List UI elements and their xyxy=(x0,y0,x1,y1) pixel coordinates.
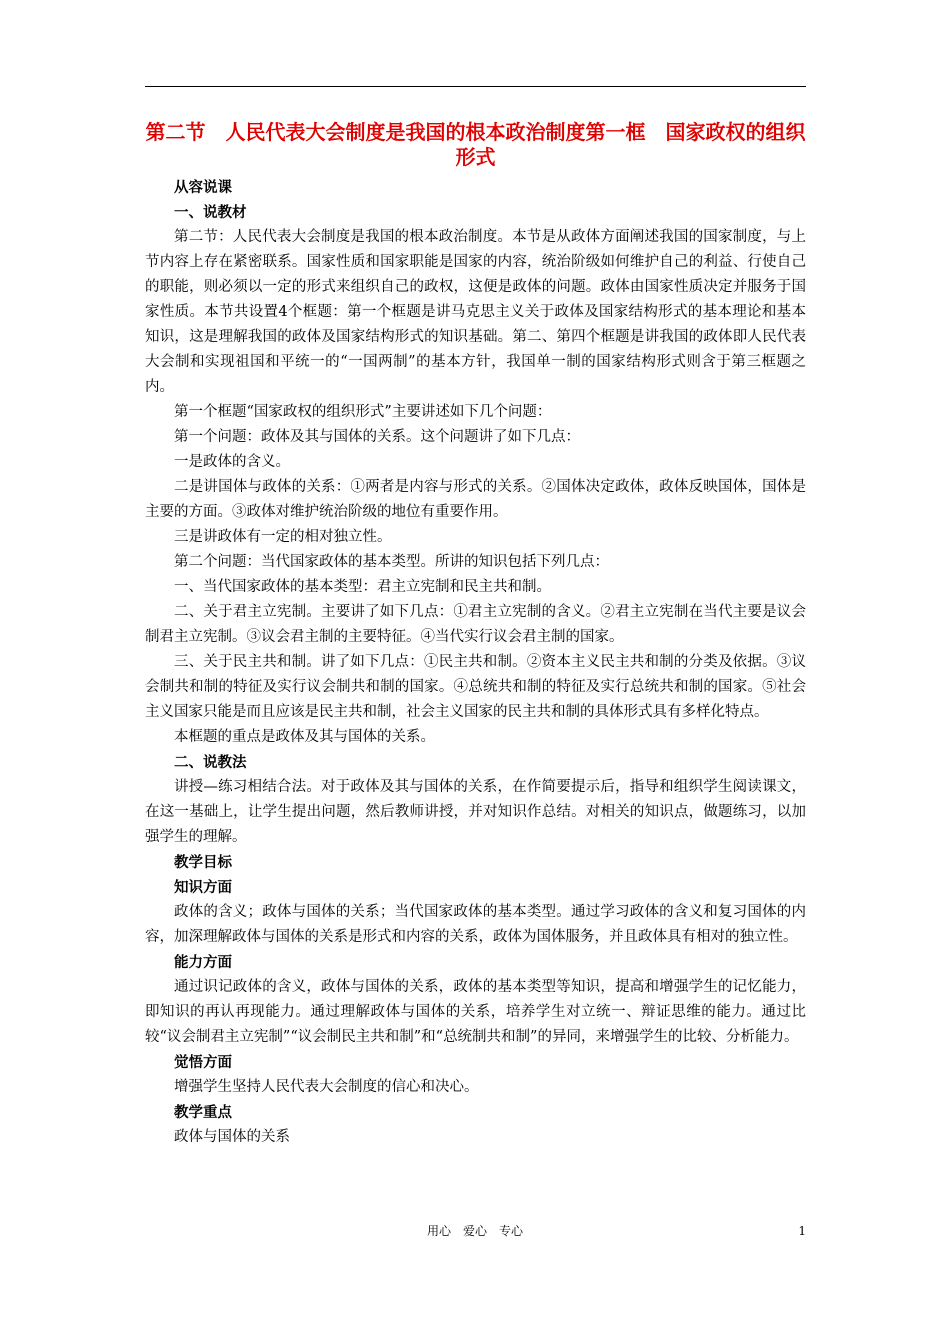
page-number: 1 xyxy=(798,1224,806,1238)
section-heading: 教学重点 xyxy=(174,1104,232,1121)
section-heading: 教学目标 xyxy=(174,854,232,871)
paragraph: 一是政体的含义。 xyxy=(174,454,290,470)
paragraph: 政体的含义；政体与国体的关系；当代国家政体的基本类型。通过学习政体的含义和复习国体的内容，加深理解政体与国体的关系是形式和内容的关系，政体为国体服务，并且政体具有相对的独立性。 xyxy=(145,904,806,945)
paragraph: 二是讲国体与政体的关系：①两者是内容与形式的关系。②国体决定政体，政体反映国体，国体是主要的方面。③政体对维护统治阶级的地位有重要作用。 xyxy=(145,479,806,520)
section-heading: 觉悟方面 xyxy=(174,1054,232,1071)
paragraph: 第二节：人民代表大会制度是我国的根本政治制度。本节是从政体方面阐述我国的国家制度，与上节内容上存在紧密联系。国家性质和国家职能是国家的内容，统治阶级如何维护自己的利益、行使自己的职能，则必须以一定的形式来组织自己的政权，这便是政体的问题。政体由国家性质决定并服务于国家性质。本节共设置4个框题：第一个框题是讲马克思主义关于政体及国家结构形式的基本理论和基本知识，这是理解我国的政体及国家结构形式的知识基础。第二、第四个框题是讲我国的政体即人民代表大会制和实现祖国和平统一的“一国两制”的基本方针，我国单一制的国家结构形式则含于第三框题之内。 xyxy=(145,229,806,395)
footer-motto: 用心 爱心 专心 xyxy=(426,1224,523,1238)
header-rule xyxy=(145,86,806,87)
section-heading: 二、说教法 xyxy=(174,754,247,771)
document-title: 第二节 人民代表大会制度是我国的根本政治制度第一框 国家政权的组织形式 xyxy=(145,120,806,169)
document-blocks xyxy=(145,175,806,1150)
paragraph: 增强学生坚持人民代表大会制度的信心和决心。 xyxy=(174,1079,479,1095)
section-heading: 从容说课 xyxy=(174,179,232,196)
paragraph: 本框题的重点是政体及其与国体的关系。 xyxy=(174,729,435,745)
paragraph: 政体与国体的关系 xyxy=(174,1129,290,1145)
paragraph: 三、关于民主共和制。讲了如下几点：①民主共和制。②资本主义民主共和制的分类及依据。③议会制共和制的特征及实行议会制共和制的国家。④总统共和制的特征及实行总统共和制的国家。⑤社会主义国家只能是而且应该是民主共和制，社会主义国家的民主共和制的具体形式具有多样化特点。 xyxy=(145,654,806,720)
document-body xyxy=(145,120,806,1150)
page-footer xyxy=(0,1221,950,1241)
paragraph: 通过识记政体的含义，政体与国体的关系，政体的基本类型等知识，提高和增强学生的记忆能力，即知识的再认再现能力。通过理解政体与国体的关系，培养学生对立统一、辩证思维的能力。通过比较“议会制君主立宪制”“议会制民主共和制”和“总统制共和制”的异同，来增强学生的比较、分析能力。 xyxy=(145,979,806,1045)
section-heading: 知识方面 xyxy=(174,879,232,896)
section-heading: 一、说教材 xyxy=(174,204,247,221)
paragraph: 第一个框题“国家政权的组织形式”主要讲述如下几个问题： xyxy=(174,404,552,420)
paragraph: 三是讲政体有一定的相对独立性。 xyxy=(174,529,392,545)
paragraph: 第二个问题：当代国家政体的基本类型。所讲的知识包括下列几点： xyxy=(174,554,609,570)
section-heading: 能力方面 xyxy=(174,954,232,971)
paragraph: 讲授—练习相结合法。对于政体及其与国体的关系，在作简要提示后，指导和组织学生阅读课文，在这一基础上，让学生提出问题，然后教师讲授，并对知识作总结。对相关的知识点，做题练习，以加强学生的理解。 xyxy=(145,779,806,845)
paragraph: 二、关于君主立宪制。主要讲了如下几点：①君主立宪制的含义。②君主立宪制在当代主要是议会制君主立宪制。③议会君主制的主要特征。④当代实行议会君主制的国家。 xyxy=(145,604,806,645)
paragraph: 一、当代国家政体的基本类型：君主立宪制和民主共和制。 xyxy=(174,579,551,595)
paragraph: 第一个问题：政体及其与国体的关系。这个问题讲了如下几点： xyxy=(174,429,580,445)
